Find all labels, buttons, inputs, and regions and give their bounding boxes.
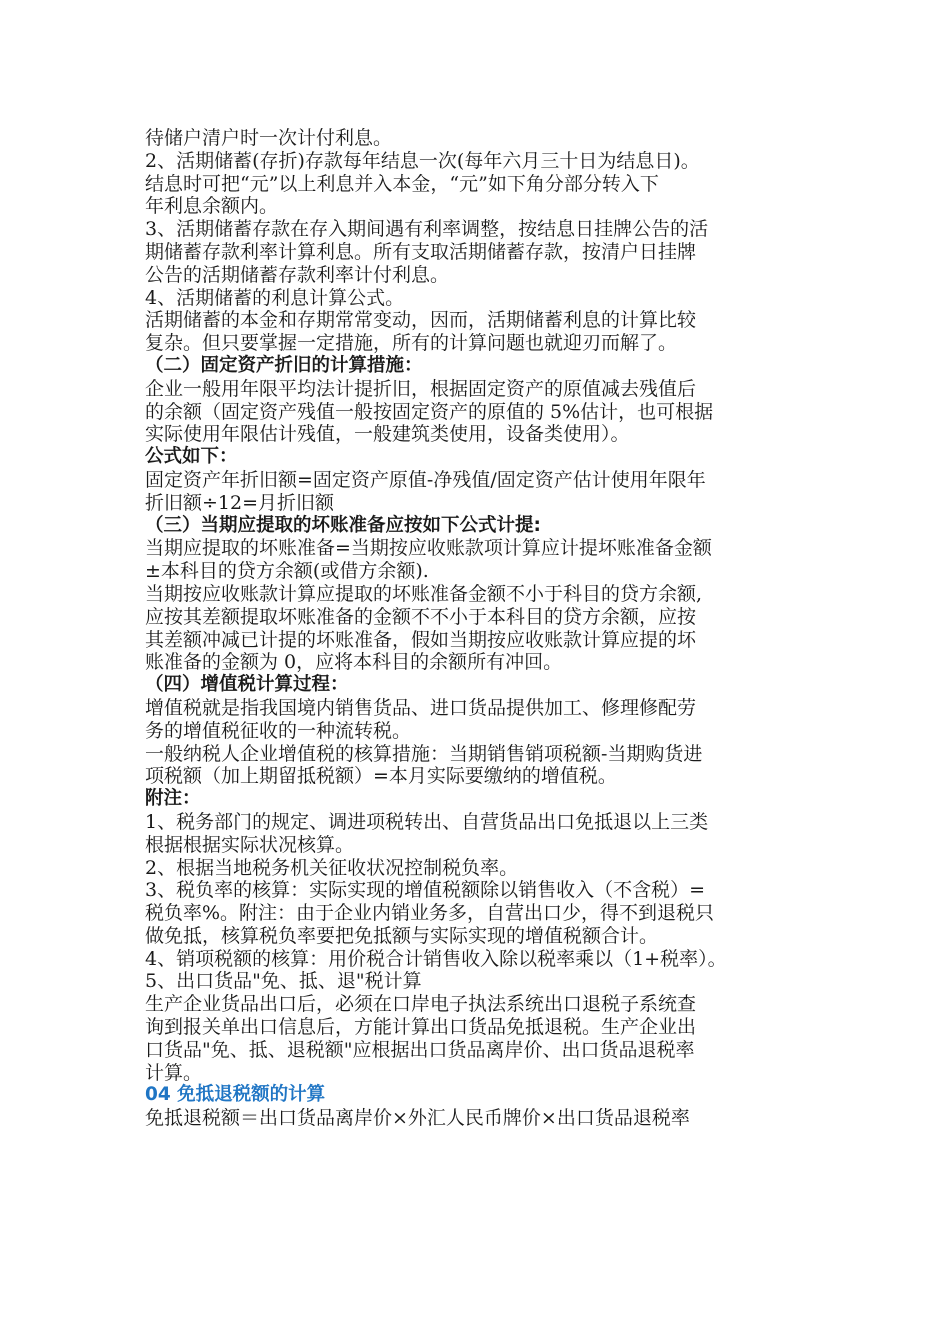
paragraph-line: 结息时可把“元”以上利息并入本金，“元”如下角分部分转入下 [145,172,659,195]
paragraph-line: 免抵退税额＝出口货品离岸价×外汇人民币牌价×出口货品退税率 [145,1107,690,1130]
paragraph-line: 口货品"免、抵、退税额"应根据出口货品离岸价、出口货品退税率 [145,1038,695,1061]
section-heading: （三）当期应提取的坏账准备应按如下公式计提: [145,514,541,536]
paragraph-line: 4、销项税额的核算：用价税合计销售收入除以税率乘以（1+税率）。 [145,947,727,970]
paragraph-line: 期储蓄存款利率计算利息。所有支取活期储蓄存款，按清户日挂牌 [145,240,697,263]
paragraph-line: 5、出口货品"免、抵、退"税计算 [145,970,422,993]
paragraph-line: 2、活期储蓄(存折)存款每年结息一次(每年六月三十日为结息日)。 [145,149,700,172]
paragraph-line: 当期应提取的坏账准备=当期按应收账款项计算应计提坏账准备金额 [145,537,712,560]
paragraph-line: 企业一般用年限平均法计提折旧，根据固定资产的原值减去残值后 [145,377,697,400]
paragraph-line: 实际使用年限估计残值，一般建筑类使用，设备类使用）。 [145,423,630,446]
paragraph-line: 待储户清户时一次计付利息。 [145,127,393,149]
paragraph-line: 3、税负率的核算：实际实现的增值税额除以销售收入（不含税）= [145,879,706,902]
paragraph-line: 2、根据当地税务机关征收状况控制税负率。 [145,856,519,879]
paragraph-line: 折旧额÷12=月折旧额 [145,491,335,514]
paragraph-line: 做免抵，核算税负率要把免抵额与实际实现的增值税额合计。 [145,924,659,947]
paragraph-line: 其差额冲减已计提的坏账准备，假如当期按应收账款计算应提的坏 [145,628,697,651]
document-body [145,127,825,1130]
paragraph-line: 账准备的金额为 0，应将本科目的余额所有冲回。 [145,651,563,674]
paragraph-line: 当期按应收账款计算应提取的坏账准备金额不小于科目的贷方余额, [145,582,703,605]
paragraph-line: 计算。 [145,1061,203,1084]
section-heading: 附注： [145,788,201,810]
paragraph-line: 1、税务部门的规定、调进项税转出、自营货品出口免抵退以上三类 [145,810,709,833]
paragraph-line: 3、活期储蓄存款在存入期间遇有利率调整，按结息日挂牌公告的活 [145,218,709,241]
paragraph-line: 活期储蓄的本金和存期常常变动，因而，活期储蓄利息的计算比较 [145,309,697,332]
paragraph-line: 4、活期储蓄的利息计算公式。 [145,286,405,309]
paragraph-line: 项税额（加上期留抵税额）=本月实际要缴纳的增值税。 [145,765,617,788]
paragraph-line: 公告的活期储蓄存款利率计付利息。 [145,263,450,286]
paragraph-line: 根据根据实际状况核算。 [145,833,355,856]
paragraph-line: 的余额（固定资产残值一般按固定资产的原值的 5%估计，也可根据 [145,400,714,423]
paragraph-line: 固定资产年折旧额=固定资产原值-净残值/固定资产估计使用年限年 [145,468,706,491]
paragraph-line: 复杂。但只要掌握一定措施，所有的计算问题也就迎刃而解了。 [145,332,678,355]
paragraph-line: 年利息余额内。 [145,195,279,218]
section-heading: 公式如下： [145,446,238,468]
paragraph-line: 务的增值税征收的一种流转税。 [145,719,412,742]
section-heading: （四）增值税计算过程： [145,674,349,696]
paragraph-line: 询到报关单出口信息后，方能计算出口货品免抵退税。生产企业出 [145,1016,697,1039]
paragraph-line: ±本科目的贷方余额(或借方余额). [145,560,429,583]
section-heading-accent: 04 免抵退税额的计算 [145,1084,326,1106]
paragraph-line: 增值税就是指我国境内销售货品、进口货品提供加工、修理修配劳 [145,696,697,719]
section-heading: （二）固定资产折旧的计算措施： [145,354,423,376]
paragraph-line: 一般纳税人企业增值税的核算措施：当期销售销项税额-当期购货进 [145,742,703,765]
paragraph-line: 税负率%。附注：由于企业内销业务多，自营出口少，得不到退税只 [145,902,715,925]
paragraph-line: 应按其差额提取坏账准备的金额不不小于本科目的贷方余额，应按 [145,605,697,628]
paragraph-line: 生产企业货品出口后，必须在口岸电子执法系统出口退税子系统查 [145,993,697,1016]
